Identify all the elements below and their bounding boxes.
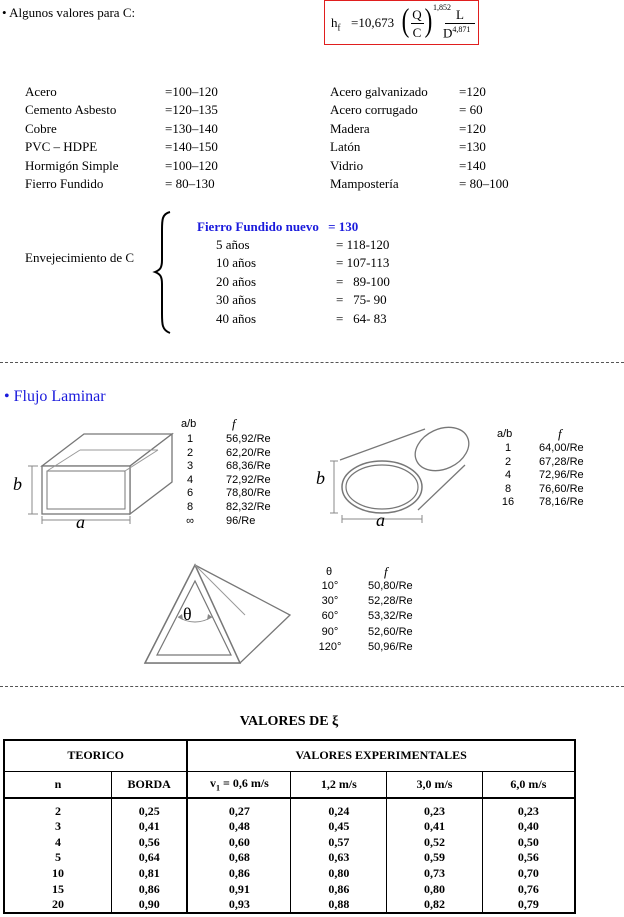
triangle-col-f: f [384,564,388,579]
table-cell: 0,70 [482,866,575,882]
formula-c: C [412,25,422,40]
formula-coefficient: =10,673 [351,15,395,30]
aging-highlight-value: = 130 [328,219,359,234]
table-cell: 0,52 [387,835,483,851]
c-material-value: =120 [459,120,486,136]
col-borda: BORDA [112,771,188,798]
aging-value: = 75- 90 [336,292,387,308]
rect-col-f: f [232,416,236,431]
table-cell: 0,25 [112,798,188,819]
aspect-ratio: 8 [186,501,194,513]
formula-d-exp: 4,871 [452,25,471,34]
table-cell: 0,57 [291,835,387,851]
c-material-name: Acero [25,84,57,99]
c-material-value: =100–120 [165,84,218,99]
col-v4: 6,0 m/s [482,771,575,798]
ellipse-col-f: f [558,426,562,441]
table-cell: 0,50 [482,835,575,851]
table-cell: 0,23 [482,798,575,819]
c-material-name: Madera [330,120,370,136]
group-experimental: VALORES EXPERIMENTALES [187,740,575,771]
table-row [4,850,575,866]
table-cell: 5 [4,850,112,866]
friction-value: 67,28/Re [539,455,584,468]
friction-value: 52,60/Re [368,625,413,638]
table-row [4,866,575,882]
c-material-name: Cobre [25,120,57,136]
c-material-name: Acero galvanizado [330,84,428,99]
c-material-name: Acero corrugado [330,102,418,118]
bullet: • [4,388,10,405]
aging-age: 30 años [216,292,257,308]
aging-value: = 89-100 [336,273,390,289]
friction-value: 62,20/Re [226,446,271,459]
table-cell: 0,45 [291,819,387,835]
formula-lhs: h [331,15,338,30]
table-cell: 0,23 [387,798,483,819]
aging-highlight [197,219,358,235]
divider-1 [0,362,624,363]
aspect-ratio: 3 [186,460,194,473]
aspect-ratio: 6 [186,487,194,500]
table-cell: 0,80 [387,881,483,897]
table-cell: 0,56 [112,835,188,851]
angle: 90° [321,625,339,638]
friction-value: 56,92/Re [226,433,271,445]
ellipse-label-a: a [376,510,385,530]
table-row [4,881,575,897]
c-material-value: = 80–100 [459,176,509,191]
c-material-value: =140 [459,157,486,173]
table-cell: 0,68 [187,850,291,866]
c-material-name: Fierro Fundido [25,176,104,191]
table-row [4,897,575,913]
ellipse-label-b: b [316,468,325,488]
hazen-williams-formula [324,0,479,45]
table-cell: 0,73 [387,866,483,882]
elliptical-duct-drawing [300,415,495,530]
triangular-duct-drawing [140,555,315,670]
friction-value: 72,96/Re [539,469,584,482]
table-row [4,798,575,819]
aspect-ratio: 4 [186,473,194,486]
table-cell: 3 [4,819,112,835]
formula-frac-line-1 [411,23,424,24]
aging-age: 40 años [216,310,257,326]
table-cell: 0,80 [291,866,387,882]
aspect-ratio: 16 [501,496,515,509]
c-material-value: =140–150 [165,139,218,155]
rect-label-b: b [13,474,22,494]
aspect-ratio: 1 [186,433,194,445]
friction-value: 72,92/Re [226,473,271,486]
formula-paren-left: ( [401,3,410,39]
aging-brace [152,210,174,335]
friction-value: 53,32/Re [368,610,413,623]
aspect-ratio: 8 [504,482,512,495]
triangle-col-theta: θ [326,566,333,578]
c-material-value: =130 [459,139,486,155]
rect-col-ab: a/b [181,418,197,430]
table-row [4,819,575,835]
rect-label-a: a [76,512,85,532]
table-cell: 0,60 [187,835,291,851]
table-cell: 0,41 [387,819,483,835]
angle: 60° [321,610,339,623]
table-cell: 0,86 [291,881,387,897]
c-material-name: Vidrio [330,157,364,173]
col-v2: 1,2 m/s [291,771,387,798]
formula-paren-right: ) [424,3,433,39]
aging-age: 5 años [216,237,250,252]
table-cell: 0,90 [112,897,188,913]
table-cell: 0,81 [112,866,188,882]
aspect-ratio: 4 [504,469,512,482]
ellipse-col-ab: a/b [497,428,513,440]
table-cell: 0,24 [291,798,387,819]
formula-exponent: 1,852 [433,3,451,12]
table-cell: 0,86 [112,881,188,897]
angle: 120° [318,640,342,653]
table-cell: 0,40 [482,819,575,835]
col-v3: 3,0 m/s [387,771,483,798]
table-cell: 0,76 [482,881,575,897]
c-material-value: = 60 [459,102,483,118]
xi-table-title: VALORES DE ξ [239,714,339,729]
formula-frac-line-2 [445,23,475,24]
friction-value: 76,60/Re [539,482,584,495]
c-material-value: =100–120 [165,157,218,173]
friction-value: 82,32/Re [226,501,271,513]
c-material-value: = 80–130 [165,176,215,191]
table-cell: 2 [4,798,112,819]
triangle-label-theta: θ [183,604,192,624]
friction-value: 96/Re [226,514,256,527]
table-cell: 15 [4,881,112,897]
table-cell: 0,64 [112,850,188,866]
angle: 10° [321,580,339,592]
col-v1-post: = 0,6 m/s [220,776,269,791]
formula-l: L [456,7,464,22]
aspect-ratio: ∞ [186,514,194,527]
aging-age: 10 años [216,255,257,271]
friction-value: 68,36/Re [226,460,271,473]
friction-value: 78,16/Re [539,496,584,509]
group-teorico: TEORICO [4,740,187,771]
divider-2 [0,686,624,687]
aspect-ratio: 2 [504,455,512,468]
col-v1-pre: v [210,776,216,791]
table-cell: 10 [4,866,112,882]
c-material-name: Mampostería [330,176,399,191]
aging-value: = 107-113 [336,255,390,271]
table-row [4,835,575,851]
heading-text: Algunos valores para C: [9,5,136,20]
table-cell: 4 [4,835,112,851]
table-cell: 0,56 [482,850,575,866]
table-cell: 0,86 [187,866,291,882]
table-cell: 0,41 [112,819,188,835]
table-cell: 0,82 [387,897,483,913]
col-v1-sub: 1 [216,783,220,793]
aging-highlight-name: Fierro Fundido nuevo [197,219,319,234]
table-cell: 0,63 [291,850,387,866]
aging-value: = 64- 83 [336,310,387,326]
section-heading-c-values [2,5,135,21]
aging-age: 20 años [216,273,257,289]
table-cell: 0,48 [187,819,291,835]
col-v1 [187,771,291,798]
table-cell: 0,93 [187,897,291,913]
friction-value: 50,96/Re [368,640,413,653]
c-material-name: Hormigón Simple [25,157,119,173]
friction-value: 52,28/Re [368,595,413,608]
col-n: n [4,771,112,798]
c-material-name: Latón [330,139,361,155]
rectangular-duct-drawing [10,420,180,530]
c-material-value: =120 [459,84,486,99]
formula-q: Q [412,7,422,22]
heading-text: Flujo Laminar [13,388,106,405]
c-material-name: Cemento Asbesto [25,102,117,118]
table-cell: 0,88 [291,897,387,913]
aging-value: = 118-120 [336,237,390,252]
table-cell: 0,91 [187,881,291,897]
friction-value: 50,80/Re [368,580,413,592]
section-heading-laminar [4,388,106,406]
table-cell: 0,27 [187,798,291,819]
aspect-ratio: 2 [186,446,194,459]
c-material-value: =120–135 [165,102,218,118]
table-cell: 0,59 [387,850,483,866]
aspect-ratio: 1 [504,442,512,454]
bullet: • [2,5,7,20]
formula-lhs-sub: f [337,22,341,33]
c-material-value: =130–140 [165,120,218,136]
friction-value: 64,00/Re [539,442,584,454]
formula-d: D [443,25,453,41]
table-cell: 20 [4,897,112,913]
friction-value: 78,80/Re [226,487,271,500]
xi-table-body [4,798,575,913]
xi-values-table [3,739,576,914]
angle: 30° [321,595,339,608]
c-material-name: PVC – HDPE [25,139,98,155]
table-cell: 0,79 [482,897,575,913]
aging-label: Envejecimiento de C [25,250,135,265]
